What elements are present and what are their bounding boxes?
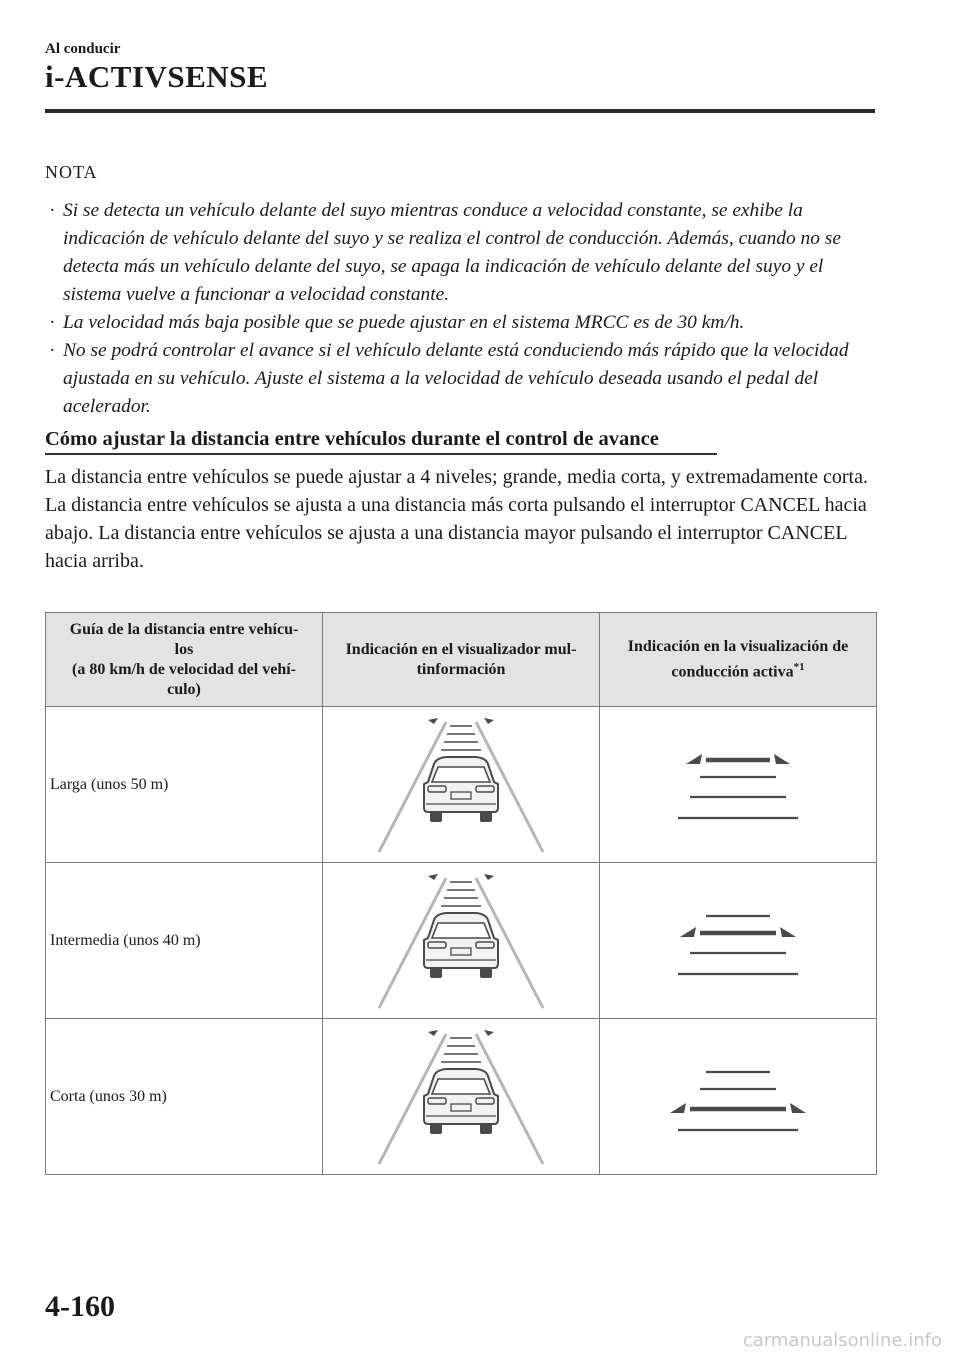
active-driving-display-cell (600, 863, 877, 1019)
note-heading: NOTA (45, 162, 98, 182)
car-rear-icon (424, 1069, 498, 1134)
car-following-icon (323, 868, 599, 1013)
multi-info-display-cell (323, 1019, 600, 1175)
header-multi-info-display: Indicación en el visualizador mul- tinformación (323, 613, 600, 707)
chapter-title: i-ACTIVSENSE (45, 59, 269, 94)
multi-info-display-icon (346, 1024, 576, 1169)
distance-label: Corta (unos 30 m) (46, 1019, 323, 1175)
section-subheading: Cómo ajustar la distancia entre vehículos durante el control de avance (45, 428, 659, 450)
note-item: · No se podrá controlar el avance si el vehículo delante está conduciendo más rápido que la velocidad ajustada en su vehículo. Ajuste el sistema a la velocidad de vehículo deseada usando el pedal del acelerador. (45, 337, 875, 421)
distance-bars-svg (618, 1042, 858, 1152)
section-title: Al conducir (45, 41, 121, 57)
car-following-icon (323, 712, 599, 857)
body-text (45, 463, 880, 575)
note-list (45, 197, 875, 421)
table-row (46, 863, 877, 1019)
watermark: carmanualsonline.info (742, 1330, 942, 1351)
active-driving-display-cell (600, 1019, 877, 1175)
distance-label: Intermedia (unos 40 m) (46, 863, 323, 1019)
car-following-icon (323, 1024, 599, 1169)
distance-guide-table (45, 612, 877, 1175)
table-row (46, 707, 877, 863)
distance-bars-icon (600, 730, 876, 840)
multi-info-display-cell (323, 707, 600, 863)
distance-bars-icon (600, 1042, 876, 1152)
table-header-row (46, 613, 877, 707)
multi-info-display-icon (346, 868, 576, 1013)
note-item: · La velocidad más baja posible que se puede ajustar en el sistema MRCC es de 30 km/h. (45, 309, 875, 337)
body-paragraph: La distancia entre vehículos se puede ajustar a 4 niveles; grande, media corta, y extremadamente corta. (45, 466, 868, 488)
multi-info-display-cell (323, 863, 600, 1019)
bullet-icon: · (49, 200, 56, 221)
multi-info-display-icon (346, 712, 576, 857)
bullet-icon: · (49, 340, 56, 361)
subheading-underline (45, 453, 717, 455)
header-distance-guide: Guía de la distancia entre vehícu- los (a 80 km/h de velocidad del vehí- culo) (46, 613, 323, 707)
bullet-icon: · (49, 312, 56, 333)
page-number: 4-160 (45, 1290, 115, 1323)
table-row (46, 1019, 877, 1175)
distance-label: Larga (unos 50 m) (46, 707, 323, 863)
distance-bars-icon (600, 886, 876, 996)
car-rear-icon (424, 913, 498, 978)
active-driving-display-cell (600, 707, 877, 863)
car-rear-icon (424, 757, 498, 822)
distance-bars-svg (618, 886, 858, 996)
body-paragraph: La distancia entre vehículos se ajusta a una distancia más corta pulsando el interruptor CANCEL hacia abajo. La distancia entre vehículos se ajusta a una distancia mayor pulsando el interruptor CANCEL hacia arriba. (45, 494, 867, 572)
page-header (45, 40, 875, 96)
distance-bars-svg (618, 730, 858, 840)
note-item: · Si se detecta un vehículo delante del suyo mientras conduce a velocidad constante, se exhibe la indicación de vehículo delante del suyo y se realiza el control de conducción. Además, cuando no se detecta más un vehículo delante del suyo, se apaga la indicación de vehículo delante del suyo y el sistema vuelve a funcionar a velocidad constante. (45, 197, 875, 309)
header-active-driving-display: Indicación en la visualización de conducción activa$^{*1}$ (600, 613, 877, 707)
header-rule (45, 109, 875, 113)
